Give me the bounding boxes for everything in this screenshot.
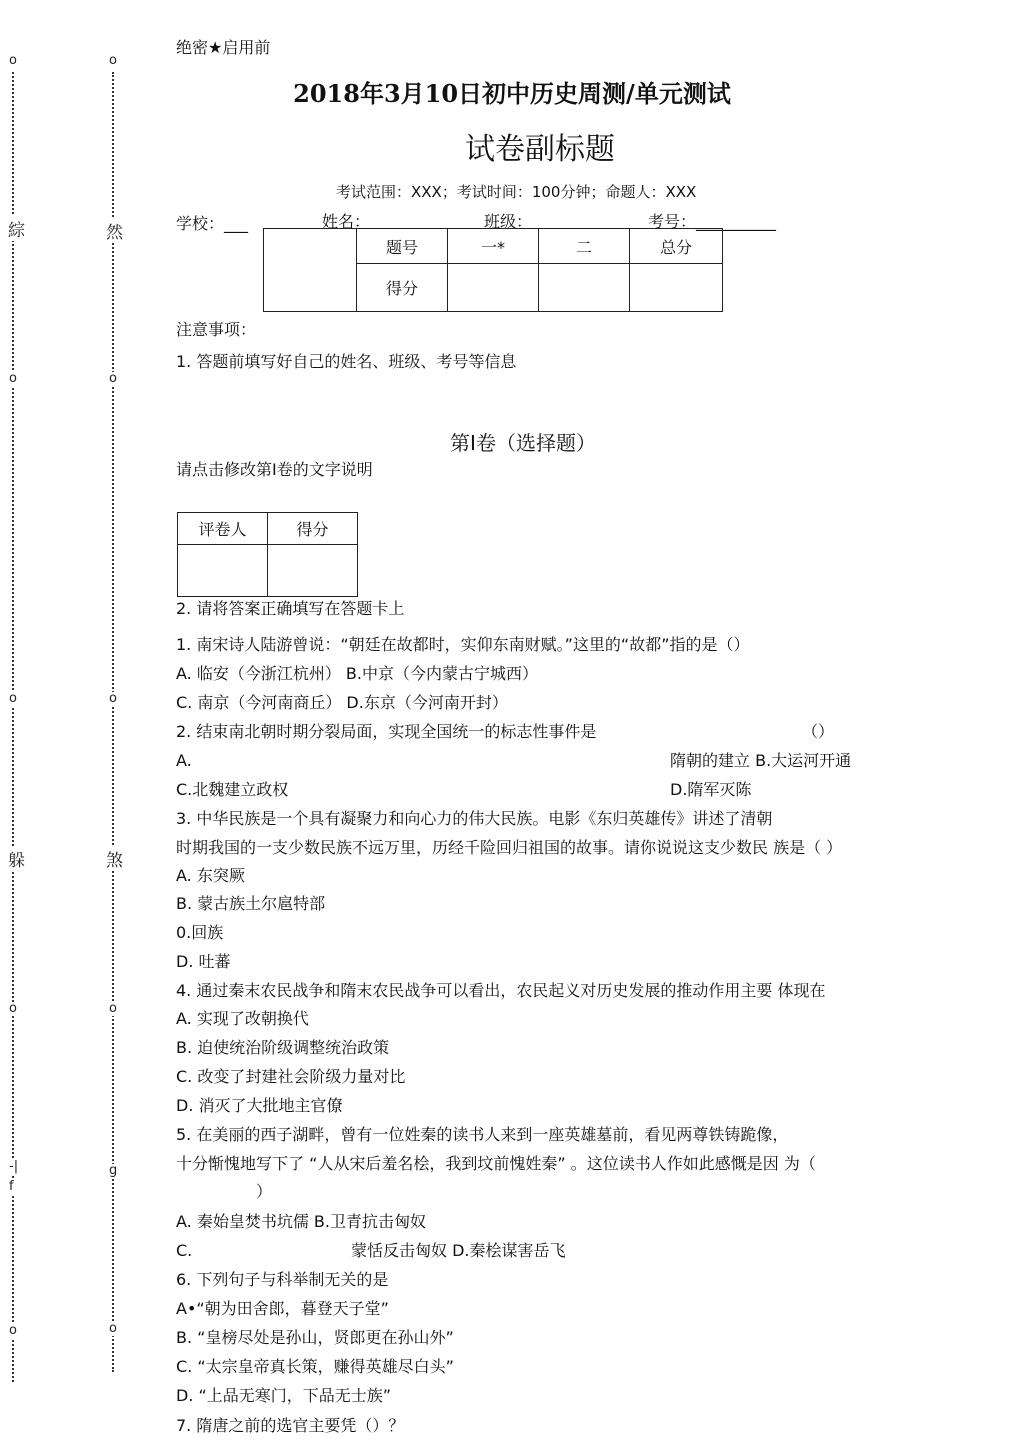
score-table-blank [264, 229, 357, 312]
inner-binding-mark: g [109, 1163, 118, 1178]
question-2-option-d: D.隋军灭陈 [670, 780, 752, 799]
score-table-header: 总分 [630, 229, 723, 264]
question-3-option-d: D. 吐蕃 [176, 952, 231, 971]
question-1: 1. 南宋诗人陆游曾说：“朝廷在故都时，实仰东南财赋。”这里的“故都”指的是（） [176, 635, 750, 654]
outer-binding-mark: o [9, 691, 17, 706]
question-3-option-b: B. 蒙古族土尔扈特部 [176, 894, 326, 913]
score-cell[interactable] [448, 264, 539, 312]
question-4-option-a: A. 实现了改朝换代 [176, 1009, 309, 1028]
outer-binding-mark: o [9, 371, 17, 386]
outer-binding-word: 綜 [8, 216, 25, 241]
inner-binding-word: 煞 [106, 846, 123, 871]
question-6-option-d: D. “上品无寒门，下品无士族” [176, 1386, 392, 1405]
grader-table [177, 512, 358, 597]
question-5-options-ab: A. 秦始皇焚书坑儒 B.卫青抗击匈奴 [176, 1212, 426, 1231]
inner-binding-mark: o [109, 1001, 117, 1016]
outer-binding-word: 躲 [8, 846, 25, 871]
grader-cell[interactable] [178, 545, 268, 597]
inner-binding-mark: o [109, 371, 117, 386]
inner-binding-word: 然 [106, 218, 123, 243]
exam-title: 2018年3月10日初中历史周测/单元测试 [293, 79, 731, 108]
score-table [263, 228, 723, 312]
question-5-line-1: 5. 在美丽的西子湖畔，曾有一位姓秦的读书人来到一座英雄墓前，看见两尊铁铸跪像， [176, 1125, 789, 1144]
score-cell[interactable] [630, 264, 723, 312]
grader-header: 得分 [268, 513, 358, 545]
name-field[interactable]: 姓名： [322, 212, 371, 231]
grader-cell[interactable] [268, 545, 358, 597]
section-note[interactable]: 请点击修改第I卷的文字说明 [176, 460, 373, 479]
question-4-option-c: C. 改变了封建社会阶级力量对比 [176, 1067, 406, 1086]
question-1-options-ab: A. 临安（今浙江杭州） B.中京（今内蒙古宁城西） [176, 664, 538, 683]
question-2-paren: （） [802, 722, 835, 741]
outer-binding-mark: f [9, 1179, 14, 1194]
inner-binding-mark: o [109, 53, 117, 68]
inner-binding-mark: o [109, 691, 117, 706]
outer-binding-mark: o [9, 53, 17, 68]
question-4-option-d: D. 消灭了大批地主官僚 [176, 1096, 343, 1115]
question-7: 7. 隋唐之前的选官主要凭（）？ [176, 1416, 405, 1435]
outer-binding-mark: -| [9, 1159, 19, 1174]
question-2-options-ab: 隋朝的建立 B.大运河开通 [670, 751, 852, 770]
question-5-line-2: 十分惭愧地写下了 “人从宋后羞名桧，我到坟前愧姓秦” 。这位读书人作如此感慨是因 为（ [176, 1154, 816, 1173]
question-6-option-b: B. “皇榜尽处是孙山，贤郎更在孙山外” [176, 1328, 454, 1347]
confidential-label: 绝密★启用前 [176, 38, 271, 57]
outer-binding-mark: o [9, 1001, 17, 1016]
question-1-options-cd: C. 南京（今河南商丘） D.东京（今河南开封） [176, 693, 508, 712]
score-table-header: 二 [539, 229, 630, 264]
score-table-header: 题号 [357, 229, 448, 264]
section-title: 第I卷（选择题） [450, 431, 596, 455]
question-4-option-b: B. 迫使统治阶级调整统治政策 [176, 1038, 390, 1057]
question-6: 6. 下列句子与科举制无关的是 [176, 1270, 389, 1289]
notice-heading: 注意事项： [176, 320, 257, 339]
question-4: 4. 通过秦末农民战争和隋末农民战争可以看出，农民起义对历史发展的推动作用主要 体现在 [176, 981, 826, 1000]
score-cell[interactable] [539, 264, 630, 312]
exam-info: 考试范围：XXX；考试时间：100分钟；命题人：XXX [336, 183, 697, 201]
notice-item: 1. 答题前填写好自己的姓名、班级、考号等信息 [176, 352, 517, 371]
question-5-options-cd: 蒙恬反击匈奴 D.秦桧谋害岳飞 [351, 1241, 566, 1260]
grader-header: 评卷人 [178, 513, 268, 545]
question-5-option-c-label: C. [176, 1241, 193, 1260]
question-2-option-c: C.北魏建立政权 [176, 780, 289, 799]
score-table-label: 得分 [357, 264, 448, 312]
exam-number-field[interactable]: 考号：__________ [648, 212, 777, 231]
question-3-option-a: A. 东突厥 [176, 866, 245, 885]
class-field[interactable]: 班级： [484, 212, 533, 231]
exam-subtitle: 试卷副标题 [465, 132, 615, 167]
question-3-option-c: 0.回族 [176, 923, 224, 942]
question-3-line-2: 时期我国的一支少数民族不远万里，历经千险回归祖国的故事。请你说说这支少数民 族是（ ） [176, 838, 843, 857]
question-5-line-3: ） [256, 1182, 273, 1201]
question-2: 2. 结束南北朝时期分裂局面，实现全国统一的标志性事件是 [176, 722, 597, 741]
notice-item: 2. 请将答案正确填写在答题卡上 [176, 599, 405, 618]
score-table-header: 一* [448, 229, 539, 264]
question-6-option-c: C. “太宗皇帝真长策，赚得英雄尽白头” [176, 1357, 454, 1376]
outer-binding-mark: o [9, 1323, 17, 1338]
question-2-option-a-label: A. [176, 751, 192, 770]
question-6-option-a: A•“朝为田舍郎，暮登天子堂” [176, 1299, 389, 1318]
school-field[interactable]: 学校：___ [176, 214, 249, 233]
inner-binding-mark: o [109, 1321, 117, 1336]
question-3-line-1: 3. 中华民族是一个具有凝聚力和向心力的伟大民族。电影《东归英雄传》讲述了清朝 [176, 809, 773, 828]
